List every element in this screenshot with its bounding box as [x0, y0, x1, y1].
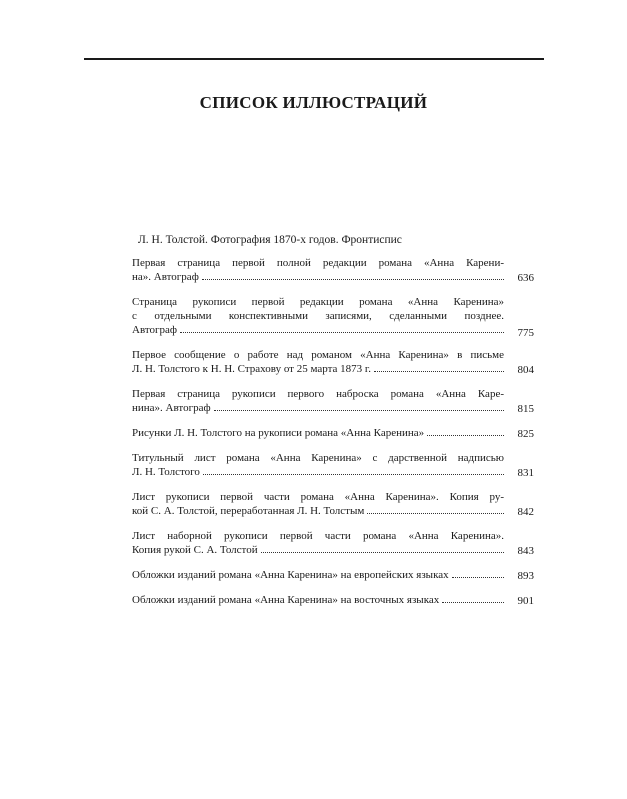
entry-line: Первое сообщение о работе над романом «Анна Каренина» в письме	[132, 349, 504, 361]
entry-line: Автограф	[132, 324, 178, 336]
page-title: СПИСОК ИЛЛЮСТРАЦИЙ	[199, 93, 428, 112]
entry-text	[132, 348, 504, 376]
page-number: 804	[517, 364, 534, 376]
dot-leader	[203, 465, 504, 475]
entry-text	[132, 568, 504, 582]
illustration-entry	[132, 529, 534, 557]
entry-text	[132, 593, 504, 607]
entry-last-line	[132, 323, 504, 337]
entry-line: Обложки изданий романа «Анна Каренина» на восточных языках	[132, 594, 440, 606]
dot-leader	[261, 543, 504, 553]
page-number: 893	[517, 570, 534, 582]
page-number: 825	[517, 428, 534, 440]
dot-leader	[442, 593, 504, 603]
entry-line: с отдельными конспективными записями, сделанными позднее.	[132, 310, 504, 322]
entry-last-line	[132, 504, 504, 518]
page-number: 636	[517, 272, 534, 284]
entry-line: Л. Н. Толстого к Н. Н. Страхову от 25 марта 1873 г.	[132, 363, 371, 375]
illustration-list	[132, 256, 534, 618]
entry-line: на». Автограф	[132, 271, 199, 283]
entry-last-line	[132, 465, 504, 479]
entry-line: Первая страница первой полной редакции романа «Анна Карени-	[132, 257, 504, 269]
entry-line: кой С. А. Толстой, переработанная Л. Н. Толстым	[132, 505, 365, 517]
illustration-entry	[132, 593, 534, 607]
entry-text	[132, 256, 504, 284]
illustration-entry	[132, 490, 534, 518]
illustration-entry	[132, 387, 534, 415]
entry-last-line	[132, 270, 504, 284]
entry-line: Страница рукописи первой редакции романа «Анна Каренина»	[132, 296, 504, 308]
entry-last-line	[132, 401, 504, 415]
page-number: 842	[517, 506, 534, 518]
page-number: 831	[517, 467, 534, 479]
entry-text	[132, 529, 504, 557]
top-rule	[84, 58, 544, 60]
dot-leader	[202, 270, 504, 280]
page-number: 901	[517, 595, 534, 607]
dot-leader	[452, 568, 504, 578]
entry-line: нина». Автограф	[132, 402, 211, 414]
dot-leader	[427, 426, 504, 436]
entry-text	[132, 451, 504, 479]
entry-last-line	[132, 543, 504, 557]
entry-text	[132, 490, 504, 518]
illustration-entry	[132, 568, 534, 582]
dot-leader	[374, 362, 504, 372]
dot-leader	[367, 504, 504, 514]
illustration-entry	[132, 348, 534, 376]
entry-line: Лист рукописи первой части романа «Анна Каренина». Копия ру-	[132, 491, 504, 503]
entry-text	[132, 426, 504, 440]
entry-line: Обложки изданий романа «Анна Каренина» на европейских языках	[132, 569, 449, 581]
entry-last-line	[132, 568, 504, 582]
entry-last-line	[132, 426, 504, 440]
page-number: 843	[517, 545, 534, 557]
entry-last-line	[132, 593, 504, 607]
entry-text	[132, 387, 504, 415]
page-number: 775	[517, 327, 534, 339]
illustration-entry	[132, 256, 534, 284]
frontispiece-entry: Л. Н. Толстой. Фотография 1870-х годов. Фронтиспис	[138, 234, 402, 246]
entry-line: Титульный лист романа «Анна Каренина» с дарственной надписью	[132, 452, 504, 464]
illustration-entry	[132, 295, 534, 337]
entry-line: Рисунки Л. Н. Толстого на рукописи романа «Анна Каренина»	[132, 427, 425, 439]
entry-last-line	[132, 362, 504, 376]
dot-leader	[180, 323, 504, 333]
illustration-entry	[132, 451, 534, 479]
entry-line: Копия рукой С. А. Толстой	[132, 544, 258, 556]
entry-line: Лист наборной рукописи первой части романа «Анна Каренина».	[132, 530, 504, 542]
dot-leader	[214, 401, 504, 411]
page-number: 815	[517, 403, 534, 415]
entry-text	[132, 295, 504, 337]
illustration-entry	[132, 426, 534, 440]
entry-line: Л. Н. Толстого	[132, 466, 200, 478]
entry-line: Первая страница рукописи первого наброска романа «Анна Каре-	[132, 388, 504, 400]
